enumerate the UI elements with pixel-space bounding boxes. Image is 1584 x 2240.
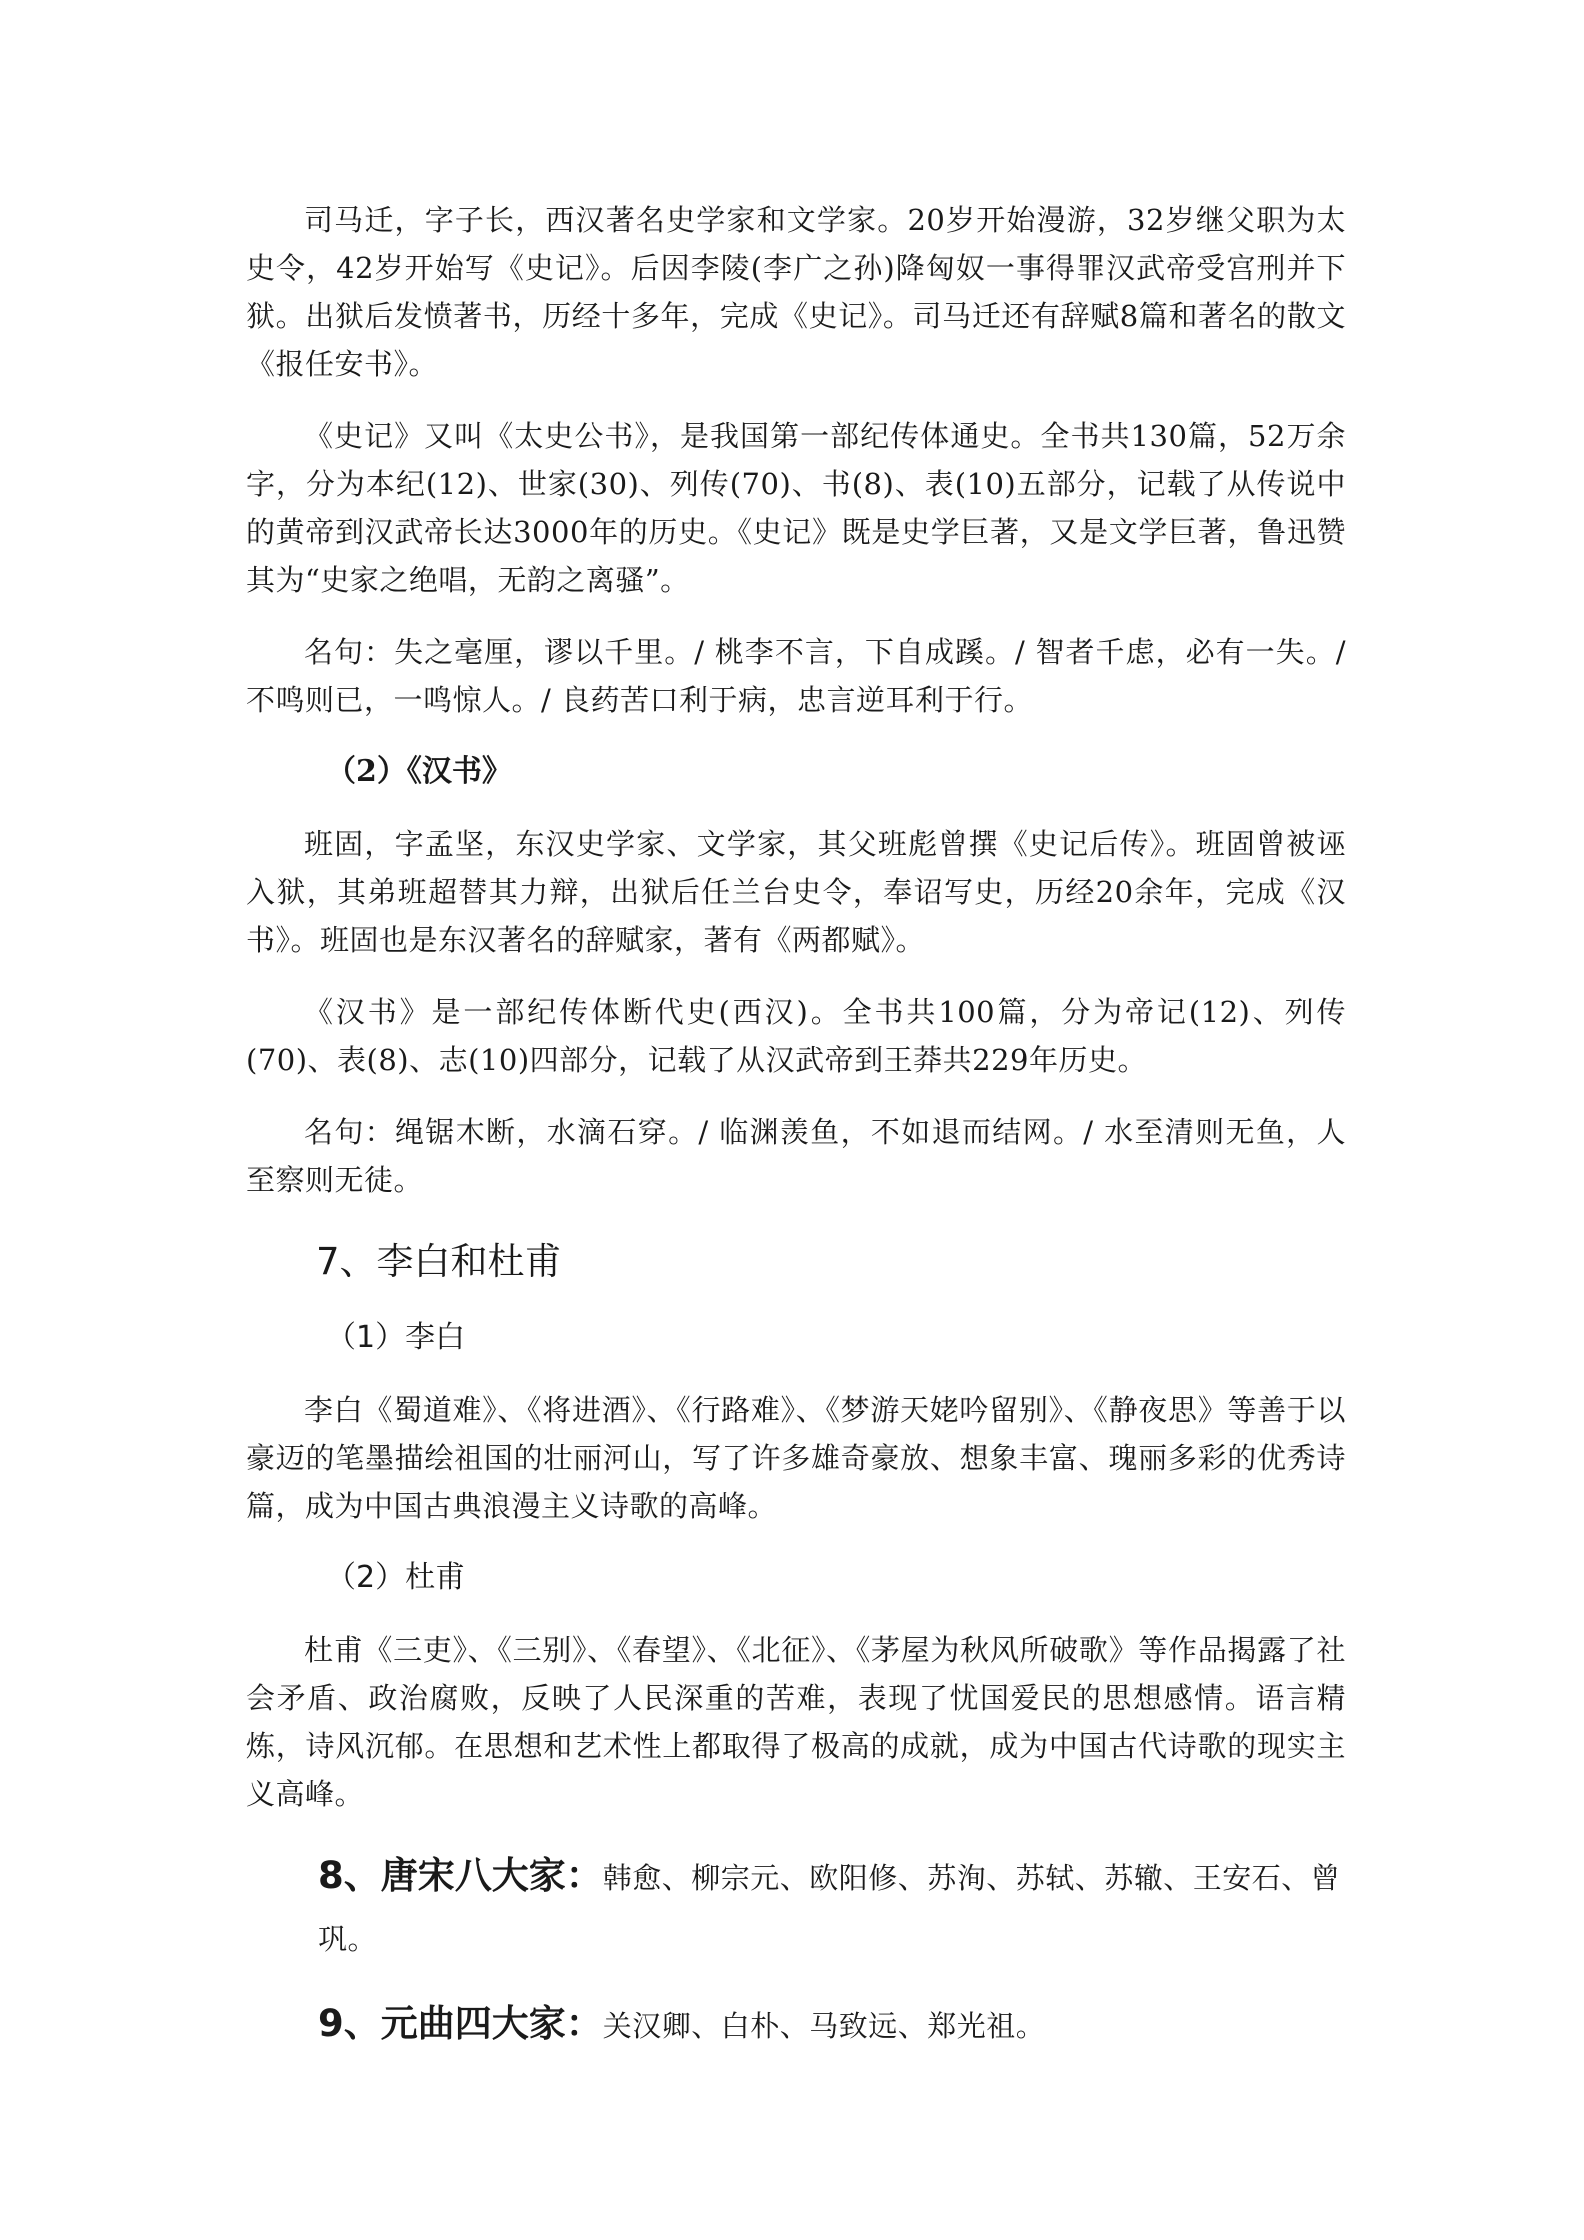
- libai-paragraph: 李白《蜀道难》、《将进酒》、《行路难》、《梦游天姥吟留别》、《静夜思》等善于以豪迈的笔墨描绘祖国的壮丽河山，写了许多雄奇豪放、想象丰富、瑰丽多彩的优秀诗篇，成为中国古典浪漫主义诗歌的高峰。: [246, 1393, 1346, 1523]
- section-8-title: 8、唐宋八大家：: [318, 1854, 603, 1897]
- section-9: [246, 1996, 1346, 2059]
- document-content: [246, 196, 1346, 2059]
- hanshu-quotes-paragraph: 名句：绳锯木断，水滴石穿。/ 临渊羡鱼，不如退而结网。/ 水至清则无鱼，人至察则无徒。: [246, 1115, 1346, 1197]
- section-8: [246, 1848, 1346, 1972]
- section-7-title: 7、李白和杜甫: [316, 1240, 562, 1283]
- shiji-quotes-paragraph: 名句：失之毫厘，谬以千里。/ 桃李不言，下自成蹊。/ 智者千虑，必有一失。/ 不鸣则已，一鸣惊人。/ 良药苦口利于病，忠言逆耳利于行。: [246, 635, 1346, 717]
- section-9-list: 关汉卿、白朴、马致远、郑光祖。: [602, 2009, 1046, 2043]
- hanshu-heading: （2）《汉书》: [326, 754, 512, 789]
- section-8-list: 韩愈、柳宗元、欧阳修、苏洵、苏轼、苏辙、王安石、曾巩。: [318, 1861, 1341, 1956]
- dufu-paragraph: 杜甫《三吏》、《三别》、《春望》、《北征》、《茅屋为秋风所破歌》等作品揭露了社会矛盾、政治腐败，反映了人民深重的苦难，表现了忧国爱民的思想感情。语言精炼，诗风沉郁。在思想和艺术性上都取得了极高的成就，成为中国古代诗歌的现实主义高峰。: [246, 1633, 1346, 1811]
- libai-heading: （1）李白: [326, 1320, 466, 1355]
- hanshu-book-paragraph: 《汉书》是一部纪传体断代史(西汉)。全书共100篇，分为帝记(12)、列传(70)、表(8)、志(10)四部分，记载了从汉武帝到王莽共229年历史。: [246, 995, 1346, 1077]
- hanshu-author-paragraph: 班固，字孟坚，东汉史学家、文学家，其父班彪曾撰《史记后传》。班固曾被诬入狱，其弟班超替其力辩，出狱后任兰台史令，奉诏写史，历经20余年，完成《汉书》。班固也是东汉著名的辞赋家，著有《两都赋》。: [246, 827, 1346, 957]
- shiji-author-paragraph: 司马迁，字子长，西汉著名史学家和文学家。20岁开始漫游，32岁继父职为太史令，42岁开始写《史记》。后因李陵(李广之孙)降匈奴一事得罪汉武帝受宫刑并下狱。出狱后发愤著书，历经十多年，完成《史记》。司马迁还有辞赋8篇和著名的散文《报任安书》。: [246, 203, 1346, 381]
- section-9-title: 9、元曲四大家：: [318, 2002, 603, 2045]
- shiji-book-paragraph: 《史记》又叫《太史公书》，是我国第一部纪传体通史。全书共130篇，52万余字，分为本纪(12)、世家(30)、列传(70)、书(8)、表(10)五部分，记载了从传说中的黄帝到汉武帝长达3000年的历史。《史记》既是史学巨著，又是文学巨著，鲁迅赞其为“史家之绝唱，无韵之离骚”。: [246, 419, 1346, 597]
- dufu-heading: （2）杜甫: [326, 1560, 466, 1595]
